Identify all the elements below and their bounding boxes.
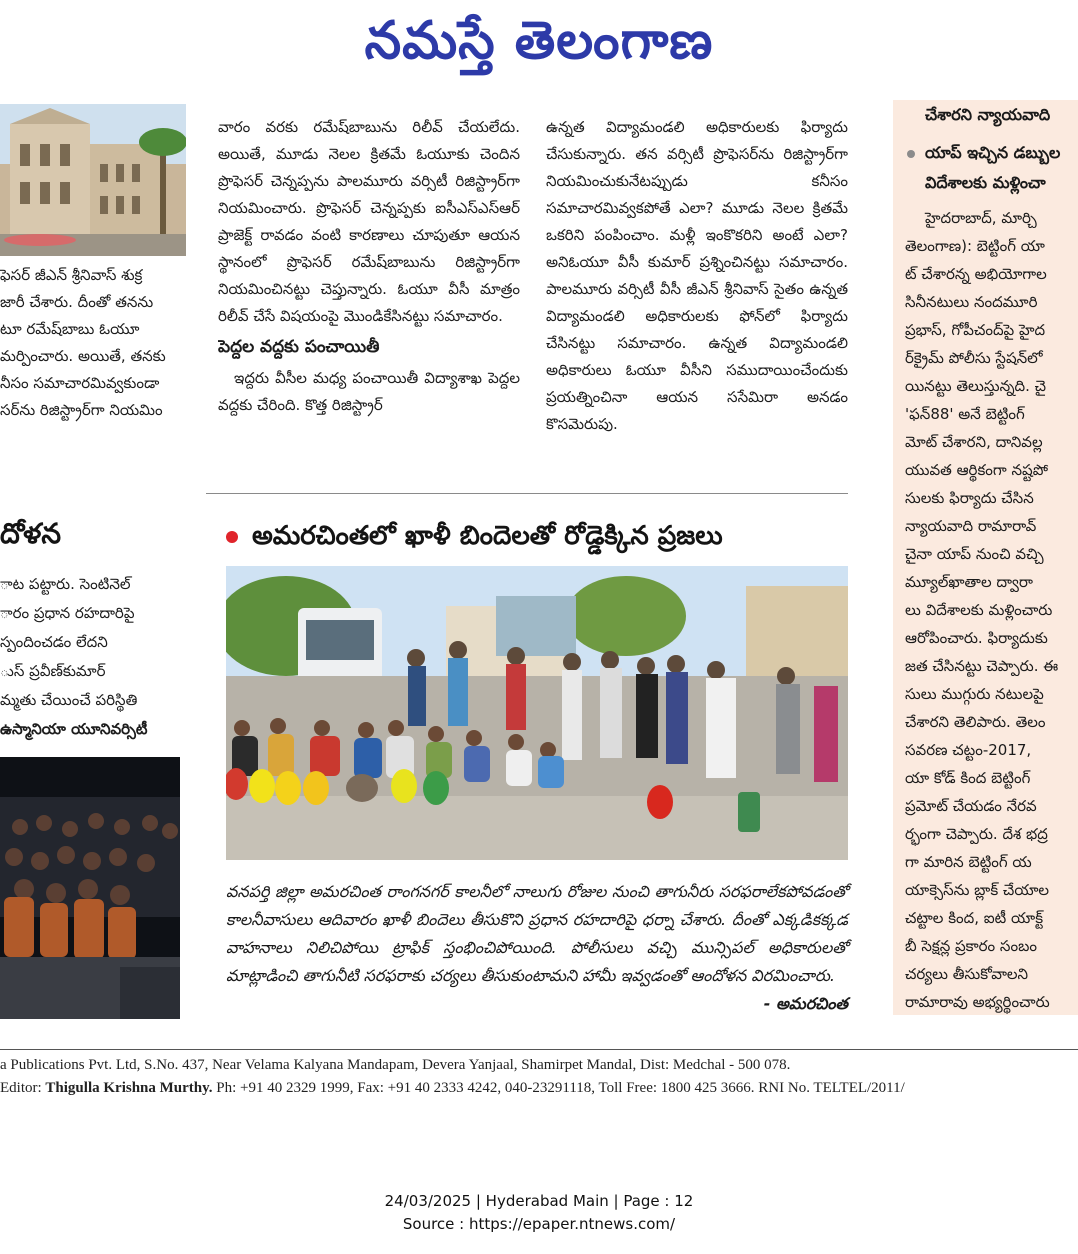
photo-caption (226, 878, 848, 1018)
sidebar-line-3: ట్ చేశారన్న అభియోగాల (905, 265, 1047, 283)
middle-paragraph-2: ఇద్దరు వీసీల మధ్య పంచాయితీ విద్యాశాఖ పెద్దల వద్దకు చేరింది. కొత్త రిజిస్ట్రార్ (218, 369, 520, 414)
left-line-5: నీసం సమాచారమివ్వకుండా (0, 374, 160, 392)
sidebar-top-fragment: చేశారని న్యాయవాది (925, 105, 1051, 124)
left-line-6: సర్‌ను రిజిస్ట్రార్‌గా నియమిం (0, 401, 163, 419)
publisher-address: a Publications Pvt. Ltd, S.No. 437, Near Velama Kalyana Mandapam, Devera Yanjaal, Shamirpet Mandal, Dist: Medchal - 500 078. (0, 1057, 791, 1073)
editor-label: Editor: (0, 1080, 46, 1096)
red-bullet-icon (226, 531, 238, 543)
sidebar-line-19: చేశారని తెలిపారు. తెలం (905, 713, 1046, 731)
edition-info: 24/03/2025 | Hyderabad Main | Page : 12 (384, 1192, 694, 1210)
sidebar-line-6: ర్‌క్రైమ్ పోలీసు స్టేషన్‌లో (905, 349, 1043, 367)
night-crowd-photo (0, 757, 180, 1019)
sidebar-line-14: మ్యూల్‌ఖాతాల ద్వారా (905, 573, 1033, 591)
sidebar-line-26: చట్టాల కింద, ఐటీ యాక్ట్ (905, 909, 1044, 927)
sidebar-line-27: బీ సెక్షన్ల ప్రకారం సంబం (905, 937, 1037, 955)
sidebar-line-11: సులకు ఫిర్యాదు చేసిన (905, 489, 1034, 507)
sidebar-line-16: ఆరోపించారు. ఫిర్యాదుకు (905, 629, 1048, 647)
source-link[interactable]: Source : https://epaper.ntnews.com/ (402, 1215, 676, 1233)
sidebar-bullet-text: యాప్ ఇచ్చిన డబ్బుల (925, 143, 1061, 162)
sidebar-line-24: గా మారిన బెట్టింగ్ య (905, 853, 1032, 871)
sidebar-bullet (907, 138, 1078, 168)
middle-column-text (218, 114, 520, 419)
caption-credit: - అమరచింత (763, 994, 848, 1013)
sidebar-line-13: చైనా యాప్ నుంచి వచ్చి (905, 545, 1044, 563)
sidebar-line-2: తెలంగాణ): బెట్టింగ్ యా (905, 237, 1045, 255)
right-column-text (546, 114, 848, 438)
sidebar-line-17: జత చేసినట్టు చెప్పారు. ఈ (905, 657, 1059, 675)
sidebar-line-10: యువత ఆర్థికంగా నష్టపో (905, 461, 1048, 479)
sidebar-line-12: న్యాయవాది రామారావ్ (905, 517, 1037, 535)
left-story-line-1: ాట పట్టారు. సెంటినెల్ (0, 575, 131, 593)
sidebar-line-20: సవరణ చట్టం-2017, (905, 741, 1032, 759)
left-story-line-5: మ్మతు చేయించే పరిస్థితి (0, 691, 138, 709)
sidebar-line-22: ప్రమోట్ చేయడం నేరవ (905, 797, 1037, 815)
middle-paragraph-1: వారం వరకు రమేష్‌బాబును రిలీవ్ చేయలేదు. అయితే, మూడు నెలల క్రితమే ఓయూకు చెందిన ప్రొఫెసర్ చెన్నప్పను పాలమూరు వర్సిటీ రిజిస్ట్రార్‌గా నియమించారు. ప్రొఫెసర్ చెన్నప్పకు ఐసీఎస్‌ఎస్‌ఆర్ ప్రాజెక్ట్ రావడం వంటి కారణాలు చూపుతూ ఆయన స్థానంలో ప్రొఫెసర్ రమేష్‌బాబును రిజిస్ట్రార్‌గా నియమించినట్టు చెప్తున్నారు. ఓయూ వీసీ మాత్రం రిలీవ్ చేసే విషయంపై మొండికేసినట్టు సమాచారం. (218, 118, 520, 325)
section-divider (206, 493, 848, 494)
protest-photo (226, 566, 848, 860)
sidebar-line-9: మోట్ చేశారని, దానివల్ల (905, 433, 1043, 451)
building-photo (0, 104, 186, 256)
sidebar-body (893, 198, 1078, 1015)
right-paragraph: ఉన్నత విద్యామండలి అధికారులకు ఫిర్యాదు చేసుకున్నారు. తన వర్సిటీ ప్రొఫెసర్‌ను రిజిస్ట్రార్‌గా నియమించుకునేటప్పుడు కనీసం సమాచారమివ్వకపోతే ఎలా? మూడు నెలల క్రితమే ఒకరిని పంపించాం. మళ్లీ ఇంకొకరిని అంటే ఎలా? అనిఓయూ వీసీ కుమార్ ప్రశ్నించినట్టు సమాచారం. పాలమూరు వర్సిటీ వీసీ జీఎన్ శ్రీనివాస్ సైతం ఉన్నత విద్యామండలి అధికారులకు ఫోన్‌లో ఫిర్యాదు చేసినట్టు సమాచారం. ఉన్నత విద్యామండలి అధికారులు ఓయూ వీసీని సముదాయించేందుకు ప్రయత్నించినా ఆయన ససేమిరా అనడం కొసమెరుపు. (546, 118, 848, 433)
left-line-3: టూ రమేష్‌బాబు ఓయూ (0, 320, 140, 338)
caption-text: వనపర్తి జిల్లా అమరచింత రాంగనగర్ కాలనీలో నాలుగు రోజుల నుంచి తాగునీరు సరఫరాలేకపోవడంతో కాలనీవాసులు ఆదివారం ఖాళీ బిందెలు తీసుకొని ప్రధాన రహదారిపై ధర్నా చేశారు. దీంతో ఎక్కడికక్కడ వాహనాలు నిలిచిపోయి ట్రాఫిక్ స్తంభించిపోయింది. పోలీసులు వచ్చి మున్సిపల్ అధికారులతో మాట్లాడించి తాగునీటి సరఫరాకు చర్యలు తీసుకుంటామని హామీ ఇవ్వడంతో ఆందోళన విరమించారు. (226, 882, 848, 985)
left-story-line-2: ారం ప్రధాన రహదారిపై (0, 604, 135, 622)
left-story-headline: దోళన (0, 517, 62, 550)
sidebar-line-29: రామారావు అభ్యర్థించారు (905, 993, 1050, 1011)
main-story-headline (226, 516, 723, 556)
sidebar-line-18: సులు ముగ్గురు నటులపై (905, 685, 1044, 703)
contact-details: Ph: +91 40 2329 1999, Fax: +91 40 2333 4242, 040-23291118, Toll Free: 1800 425 3666. RNI No. TELTEL/2011/ (212, 1080, 905, 1096)
middle-subhead: పెద్దల వద్దకు పంచాయితీ (218, 337, 380, 357)
left-line-4: మర్పించారు. అయితే, తనకు (0, 347, 166, 365)
sidebar-line-1: హైదరాబాద్, మార్చి (925, 209, 1037, 227)
left-line-2: జారీ చేశారు. దీంతో తనను (0, 293, 154, 311)
sidebar-line-25: యాక్సెస్‌ను బ్లాక్ చేయాల (905, 881, 1050, 899)
left-story-line-3: స్పందించడం లేదని (0, 633, 108, 651)
left-story-text (0, 570, 190, 744)
masthead-logo: నమస్తే తెలంగాణ (364, 10, 714, 71)
left-line-1: ఫెసర్ జీఎన్ శ్రీనివాస్ శుక్ర (0, 266, 143, 284)
sidebar-line-4: సినీనటులు నందమూరి (905, 293, 1038, 311)
betting-sidebar (893, 100, 1078, 1015)
sidebar-line-21: యా కోడ్ కింద బెట్టింగ్ (905, 769, 1031, 787)
sidebar-line-7: యినట్టు తెలుస్తున్నది. చై (905, 377, 1047, 395)
sidebar-bullet-cont: విదేశాలకు మళ్లించా (925, 173, 1046, 192)
sidebar-line-28: చర్యలు తీసుకోవాలని (905, 965, 1029, 983)
sidebar-line-23: ర్భంగా చెప్పారు. దేశ భద్ర (905, 825, 1048, 843)
left-column-text (0, 262, 190, 424)
sidebar-line-5: ప్రభాస్, గోపీచంద్‌పై హైద (905, 321, 1046, 339)
grey-bullet-icon (907, 150, 915, 158)
editor-contact-line (0, 1080, 905, 1097)
editor-name: Thigulla Krishna Murthy. (45, 1080, 213, 1096)
left-story-line-4: ుస్ ప్రవీణ్‌కుమార్ (0, 662, 106, 680)
left-story-line-6: ఉస్మానియా యూనివర్సిటీ (0, 720, 148, 738)
main-headline-text: అమరచింతలో ఖాళీ బిందెలతో రోడ్డెక్కిన ప్రజలు (252, 521, 723, 551)
footer-divider (0, 1049, 1078, 1050)
sidebar-line-15: లు విదేశాలకు మళ్లించారు (905, 601, 1053, 619)
sidebar-line-8: 'ఫన్88' అనే బెట్టింగ్ (905, 405, 1025, 423)
